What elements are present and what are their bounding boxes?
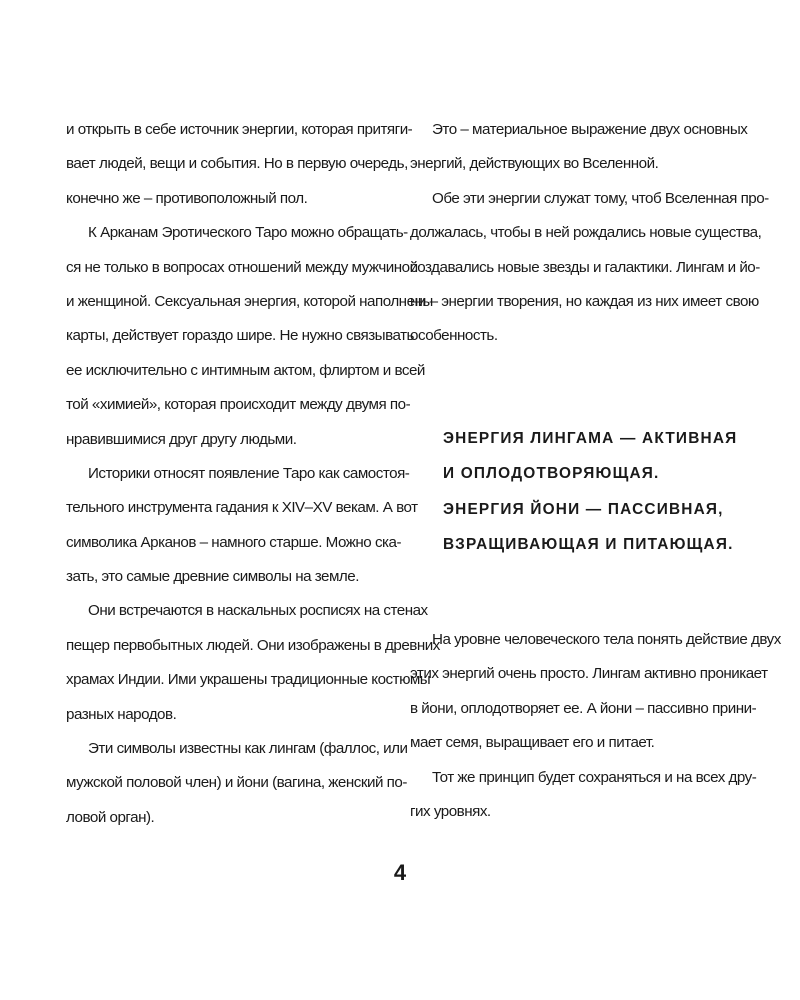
right-column-top — [410, 113, 769, 354]
text-line: Эти символы известны как лингам (фаллос, или — [88, 740, 408, 758]
text-line: вает людей, вещи и события. Но в первую очередь, — [66, 155, 408, 173]
text-line: конечно же – противоположный пол. — [66, 189, 308, 207]
text-line: и открыть в себе источник энергии, которая притяги- — [66, 121, 413, 138]
highlight-line: И ОПЛОДОТВОРЯЮЩАЯ. — [443, 465, 660, 483]
highlight-line: ЭНЕРГИЯ ЙОНИ — ПАССИВНАЯ, — [443, 500, 724, 518]
text-line: той «химией», которая происходит между двумя по- — [66, 396, 411, 414]
text-line: тельного инструмента гадания к XIV–XV векам. А вот — [66, 499, 418, 517]
text-line: Они встречаются в наскальных росписях на стенах — [88, 602, 428, 620]
highlight-line: ЭНЕРГИЯ ЛИНГАМА — АКТИВНАЯ — [443, 430, 738, 447]
text-line: На уровне человеческого тела понять действие двух — [432, 631, 781, 648]
text-line: этих энергий очень просто. Лингам активно проникает — [410, 665, 768, 683]
highlight-line: ВЗРАЩИВАЮЩАЯ И ПИТАЮЩАЯ. — [443, 536, 734, 554]
text-line: энергий, действующих во Вселенной. — [410, 155, 659, 173]
left-column — [66, 113, 440, 835]
text-line: должалась, чтобы в ней рождались новые существа, — [410, 224, 762, 242]
text-line: особенность. — [410, 327, 498, 345]
text-line: разных народов. — [66, 705, 177, 723]
text-line: мает семя, выращивает его и питает. — [410, 734, 655, 752]
text-line: ловой орган). — [66, 808, 155, 826]
text-line: нравившимися друг другу людьми. — [66, 430, 297, 448]
text-line: ся не только в вопросах отношений между мужчиной — [66, 258, 418, 276]
text-line: карты, действует гораздо шире. Не нужно связывать — [66, 327, 414, 345]
text-line: Тот же принцип будет сохраняться и на всех дру- — [432, 768, 757, 786]
text-line: мужской половой член) и йони (вагина, женский по- — [66, 774, 407, 792]
text-line: и женщиной. Сексуальная энергия, которой наполнены — [66, 292, 433, 310]
text-line: символика Арканов – намного старше. Можно ска- — [66, 533, 402, 551]
text-line: в йони, оплодотворяет ее. А йони – пассивно прини- — [410, 699, 757, 717]
text-line: Историки относят появление Таро как самостоя- — [88, 464, 410, 482]
text-line: ни – энергии творения, но каждая из них имеет свою — [410, 292, 759, 310]
text-line: Это – материальное выражение двух основных — [432, 121, 748, 138]
text-line: создавались новые звезды и галактики. Лингам и йо- — [410, 258, 760, 276]
page-number: 4 — [393, 860, 407, 885]
text-line: храмах Индии. Ими украшены традиционные костюмы — [66, 671, 431, 689]
text-line: ее исключительно с интимным актом, флиртом и всей — [66, 361, 425, 379]
text-line: К Арканам Эротического Таро можно обращать- — [88, 224, 408, 242]
highlight-quote — [443, 421, 743, 563]
text-line: пещер первобытных людей. Они изображены в древних — [66, 636, 440, 654]
text-line: зать, это самые древние символы на земле. — [66, 568, 359, 586]
right-column-bottom — [410, 623, 781, 829]
text-line: гих уровнях. — [410, 802, 491, 820]
text-line: Обе эти энергии служат тому, чтоб Вселенная про- — [432, 189, 769, 207]
